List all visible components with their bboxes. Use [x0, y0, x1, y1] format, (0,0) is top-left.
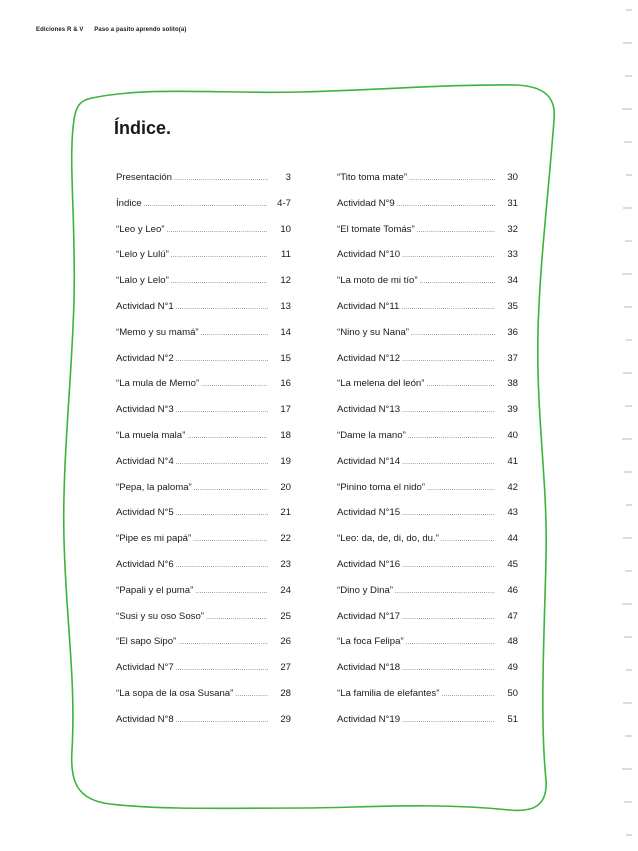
toc-entry — [116, 507, 291, 533]
toc-entry — [116, 714, 291, 740]
toc-entry-page: 20 — [280, 481, 291, 493]
toc-entry-page: 42 — [507, 481, 518, 493]
toc-entry — [337, 378, 518, 404]
toc-entry-page: 16 — [280, 378, 291, 390]
toc-entry — [116, 301, 291, 327]
toc-entry-page: 13 — [280, 300, 291, 312]
publisher-name: Ediciones R & V — [36, 27, 84, 33]
toc-left-column — [116, 172, 291, 740]
dot-leader — [194, 486, 268, 492]
dot-leader — [402, 511, 495, 517]
toc-entry-page: 22 — [280, 533, 291, 545]
toc-entry-title: Actividad N°4 — [116, 455, 174, 467]
toc-entry-page: 32 — [507, 223, 518, 235]
toc-entry — [337, 533, 518, 559]
toc-entry — [337, 224, 518, 250]
toc-entry — [337, 559, 518, 585]
dot-leader — [402, 563, 495, 569]
toc-entry-page: 4-7 — [277, 197, 291, 209]
toc-entry — [337, 275, 518, 301]
toc-entry-page: 3 — [285, 172, 291, 183]
toc-right-column — [337, 172, 518, 740]
dot-leader — [176, 357, 268, 363]
toc-entry-title: “La muela mala” — [116, 429, 186, 441]
toc-entry-title: “La familia de elefantes” — [337, 687, 440, 699]
toc-entry-title: Actividad N°10 — [337, 249, 401, 261]
toc-entry — [116, 353, 291, 379]
toc-entry-page: 28 — [280, 687, 291, 699]
toc-entry-title: Actividad N°9 — [337, 197, 395, 209]
toc-entry-page: 38 — [507, 378, 518, 390]
toc-entry — [337, 662, 518, 688]
toc-entry-page: 24 — [280, 584, 291, 596]
toc-entry-page: 48 — [507, 636, 518, 648]
toc-entry — [116, 275, 291, 301]
dot-leader — [402, 666, 495, 672]
toc-entry-title: Actividad N°19 — [337, 713, 401, 725]
toc-entry-title: Actividad N°18 — [337, 662, 401, 674]
toc-entry-page: 46 — [507, 584, 518, 596]
toc-entry-page: 44 — [507, 533, 518, 545]
dot-leader — [426, 382, 495, 388]
toc-entry-title: “Lalo y Lelo” — [116, 275, 169, 287]
dot-leader — [441, 692, 495, 698]
dot-leader — [171, 253, 268, 259]
toc-entry-page: 21 — [280, 507, 291, 519]
toc-entry-page: 49 — [507, 662, 518, 674]
dot-leader — [409, 176, 495, 182]
dot-leader — [193, 537, 268, 543]
dot-leader — [401, 305, 495, 311]
toc-entry — [337, 611, 518, 637]
toc-entry-title: Actividad N°11 — [337, 300, 400, 312]
page-title: Índice. — [114, 118, 172, 138]
toc-entry — [337, 714, 518, 740]
toc-entry-title: “Susi y su oso Soso” — [116, 610, 204, 622]
dot-leader — [171, 279, 268, 285]
toc-entry-title: Actividad N°16 — [337, 558, 401, 570]
toc-entry-title: Actividad N°7 — [116, 662, 174, 674]
toc-entry-title: Actividad N°12 — [337, 352, 401, 364]
dot-leader — [178, 640, 268, 646]
toc-entry — [337, 353, 518, 379]
dot-leader — [176, 460, 268, 466]
dot-leader — [144, 202, 268, 208]
toc-entry-title: “La moto de mi tío” — [337, 275, 418, 287]
toc-entry-page: 45 — [507, 558, 518, 570]
dot-leader — [187, 434, 268, 440]
toc-entry-title: “La melena del león” — [337, 378, 425, 390]
dot-leader — [395, 589, 495, 595]
dot-leader — [176, 666, 268, 672]
toc-entry — [337, 507, 518, 533]
toc-entry-page: 11 — [281, 249, 291, 261]
toc-entry — [116, 688, 291, 714]
toc-entry-title: Actividad N°14 — [337, 455, 401, 467]
toc-entry — [116, 224, 291, 250]
toc-entry-page: 26 — [280, 636, 291, 648]
dot-leader — [406, 640, 495, 646]
toc-entry — [116, 430, 291, 456]
dot-leader — [176, 305, 268, 311]
dot-leader — [397, 202, 495, 208]
toc-entry — [116, 378, 291, 404]
toc-entry-title: “La mula de Memo” — [116, 378, 200, 390]
toc-entry — [337, 585, 518, 611]
toc-entry-title: Actividad N°3 — [116, 404, 174, 416]
toc-entry-title: “El tomate Tomás” — [337, 223, 415, 235]
toc-entry — [116, 249, 291, 275]
dot-leader — [402, 718, 495, 724]
dot-leader — [420, 279, 495, 285]
toc-entry-title: “Lelo y Lulú” — [116, 249, 169, 261]
toc-entry — [337, 688, 518, 714]
dot-leader — [235, 692, 268, 698]
toc-entry-page: 30 — [507, 172, 518, 183]
dot-leader — [206, 615, 268, 621]
toc-entry-title: Actividad N°8 — [116, 713, 174, 725]
toc-entry — [116, 456, 291, 482]
dot-leader — [201, 331, 268, 337]
toc-entry-page: 47 — [507, 610, 518, 622]
dot-leader — [402, 408, 495, 414]
toc-entry — [337, 198, 518, 224]
dot-leader — [167, 228, 268, 234]
toc-entry-title: “Pepa, la paloma” — [116, 481, 192, 493]
book-title: Paso a pasito aprendo solito(a) — [94, 27, 187, 33]
toc-entry-page: 39 — [507, 404, 518, 416]
toc-entry — [116, 611, 291, 637]
dot-leader — [201, 382, 268, 388]
toc-entry-title: Actividad N°15 — [337, 507, 401, 519]
dot-leader — [176, 718, 268, 724]
toc-entry — [337, 636, 518, 662]
toc-entry-page: 27 — [280, 662, 291, 674]
toc-entry — [116, 172, 291, 198]
toc-entry-page: 14 — [280, 326, 291, 338]
toc-entry — [337, 301, 518, 327]
toc-entry-title: Actividad N°17 — [337, 610, 401, 622]
toc-entry-page: 19 — [280, 455, 291, 467]
toc-entry — [116, 559, 291, 585]
toc-entry — [337, 327, 518, 353]
dot-leader — [402, 253, 495, 259]
dot-leader — [408, 434, 495, 440]
toc-entry — [116, 198, 291, 224]
toc-entry-page: 35 — [507, 300, 518, 312]
dot-leader — [176, 563, 268, 569]
toc-entry-title: “La sopa de la osa Susana” — [116, 687, 234, 699]
toc-entry-title: “Nino y su Nana” — [337, 326, 409, 338]
toc-entry-title: “La foca Felipa” — [337, 636, 404, 648]
toc-entry-page: 12 — [280, 275, 291, 287]
dot-leader — [402, 357, 495, 363]
toc-entry-title: “Pipe es mi papá” — [116, 533, 192, 545]
dot-leader — [441, 537, 495, 543]
toc-entry-page: 25 — [280, 610, 291, 622]
toc-entry-page: 37 — [507, 352, 518, 364]
toc-entry-title: “Leo: da, de, di, do, du.” — [337, 533, 439, 545]
toc-entry-title: “Leo y Leo” — [116, 223, 165, 235]
toc-entry — [337, 482, 518, 508]
dot-leader — [417, 228, 495, 234]
toc-entry-page: 36 — [507, 326, 518, 338]
toc-entry — [337, 456, 518, 482]
toc-entry — [116, 404, 291, 430]
toc-entry-title: “Dino y Dina” — [337, 584, 393, 596]
toc-entry-title: Presentación — [116, 172, 172, 183]
toc-entry — [116, 585, 291, 611]
toc-entry-title: Actividad N°5 — [116, 507, 174, 519]
toc-entry-page: 51 — [507, 713, 518, 725]
toc-entry-title: Actividad N°1 — [116, 300, 174, 312]
toc-entry-title: Actividad N°2 — [116, 352, 174, 364]
toc-entry-page: 43 — [507, 507, 518, 519]
toc-entry-page: 41 — [507, 455, 518, 467]
dot-leader — [411, 331, 495, 337]
toc-entry — [116, 482, 291, 508]
toc-entry-page: 33 — [507, 249, 518, 261]
toc-entry-page: 29 — [280, 713, 291, 725]
toc-entry — [337, 172, 518, 198]
dot-leader — [427, 486, 495, 492]
toc-entry — [116, 327, 291, 353]
dot-leader — [176, 408, 268, 414]
dot-leader — [176, 511, 268, 517]
toc-entry-page: 50 — [507, 687, 518, 699]
toc-entry-page: 18 — [280, 429, 291, 441]
toc-entry-title: “El sapo Sipo” — [116, 636, 177, 648]
toc-entry-title: “Pinino toma el nido” — [337, 481, 425, 493]
toc-entry-page: 31 — [507, 197, 518, 209]
toc-entry-title: Actividad N°6 — [116, 558, 174, 570]
dot-leader — [402, 460, 495, 466]
toc-entry — [337, 249, 518, 275]
toc-entry-title: “Papali y el puma” — [116, 584, 194, 596]
toc-entry-title: “Dame la mano” — [337, 429, 406, 441]
toc-entry — [337, 430, 518, 456]
toc-entry-page: 40 — [507, 429, 518, 441]
toc-entry-title: Índice — [116, 197, 142, 209]
toc-entry — [116, 662, 291, 688]
toc-entry — [337, 404, 518, 430]
toc-entry-title: Actividad N°13 — [337, 404, 401, 416]
toc-entry-title: “Tito toma mate” — [337, 172, 408, 183]
toc-entry-page: 17 — [280, 404, 291, 416]
toc-entry — [116, 636, 291, 662]
toc-entry-page: 10 — [280, 223, 291, 235]
dot-leader — [402, 615, 495, 621]
dot-leader — [174, 176, 268, 182]
toc-entry-title: “Memo y su mamá” — [116, 326, 199, 338]
toc-entry-page: 15 — [280, 352, 291, 364]
toc-entry-page: 23 — [280, 558, 291, 570]
dot-leader — [195, 589, 268, 595]
toc-entry — [116, 533, 291, 559]
toc-entry-page: 34 — [507, 275, 518, 287]
